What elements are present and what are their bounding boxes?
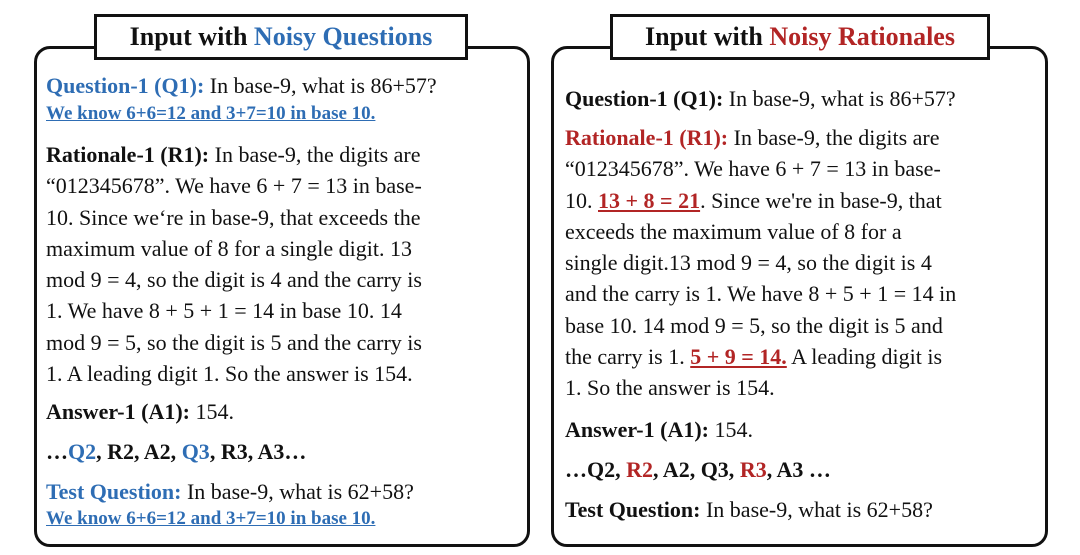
answer-label: Answer-1 (A1): bbox=[46, 399, 190, 424]
test-question bbox=[565, 494, 933, 525]
noisy-questions-title bbox=[94, 14, 468, 60]
rationale-line: and the carry is 1. We have 8 + 5 + 1 = 14 in bbox=[565, 281, 957, 307]
rationale-line: mod 9 = 5, so the digit is 5 and the carry is bbox=[46, 329, 422, 355]
rationale-line: base 10. 14 mod 9 = 5, so the digit is 5 and bbox=[565, 312, 943, 338]
rationale-text: the carry is 1. bbox=[565, 344, 691, 370]
answer-1 bbox=[46, 396, 234, 427]
seq-mid: , R2, A2, bbox=[96, 439, 182, 464]
rationale-line: 1. So the answer is 154. bbox=[565, 375, 775, 401]
rationale-text: . Since we're in base-9, that bbox=[700, 187, 942, 213]
seq-r2: R2 bbox=[626, 457, 654, 482]
rationale-line: “012345678”. We have 6 + 7 = 13 in base- bbox=[565, 156, 941, 182]
question-1 bbox=[46, 70, 437, 101]
rationale-line: exceeds the maximum value of 8 for a bbox=[565, 218, 902, 244]
rationale-line: 1. A leading digit 1. So the answer is 154. bbox=[46, 361, 413, 387]
rationale-line: In base-9, the digits are bbox=[728, 125, 940, 150]
rationale-text: 10. bbox=[565, 187, 598, 213]
rationale-label: Rationale-1 (R1): bbox=[565, 125, 729, 150]
seq-end: , R3, A3… bbox=[209, 439, 307, 464]
question-text: In base-9, what is 86+57? bbox=[723, 86, 956, 111]
seq-q3: Q3 bbox=[181, 439, 210, 464]
rationale-line: mod 9 = 4, so the digit is 4 and the carry is bbox=[46, 267, 422, 293]
answer-text: 154. bbox=[708, 417, 753, 442]
noisy-step-1: 13 + 8 = 21 bbox=[598, 187, 701, 213]
question-text: In base-9, what is 86+57? bbox=[204, 73, 437, 98]
question-1 bbox=[565, 83, 956, 114]
answer-1 bbox=[565, 414, 753, 445]
test-question bbox=[46, 476, 414, 507]
seq-q2: Q2 bbox=[68, 439, 97, 464]
rationale-label: Rationale-1 (R1): bbox=[46, 142, 210, 167]
noise-note: We know 6+6=12 and 3+7=10 in base 10. bbox=[46, 103, 376, 124]
answer-label: Answer-1 (A1): bbox=[565, 417, 709, 442]
seq-mid: , A2, Q3, bbox=[653, 457, 740, 482]
title-highlight: Noisy Questions bbox=[253, 22, 433, 51]
demo-sequence bbox=[46, 436, 306, 467]
question-label: Question-1 (Q1): bbox=[565, 86, 724, 111]
demo-sequence bbox=[565, 454, 831, 485]
test-text: In base-9, what is 62+58? bbox=[700, 497, 933, 522]
noisy-rationales-title bbox=[610, 14, 990, 60]
question-label: Question-1 (Q1): bbox=[46, 73, 205, 98]
rationale-1 bbox=[46, 139, 422, 389]
noisy-step-2: 5 + 9 = 14. bbox=[690, 344, 787, 370]
seq-prefix: … bbox=[46, 439, 68, 464]
test-label: Test Question: bbox=[565, 497, 701, 522]
test-label: Test Question: bbox=[46, 479, 182, 504]
title-prefix: Input with bbox=[129, 22, 254, 51]
rationale-line: maximum value of 8 for a single digit. 13 bbox=[46, 235, 412, 261]
rationale-1 bbox=[565, 122, 956, 404]
rationale-line: 1. We have 8 + 5 + 1 = 14 in base 10. 14 bbox=[46, 298, 402, 324]
title-highlight: Noisy Rationales bbox=[769, 22, 955, 51]
title-prefix: Input with bbox=[645, 22, 770, 51]
rationale-text: A leading digit is bbox=[786, 344, 943, 370]
seq-r3: R3 bbox=[739, 457, 767, 482]
answer-text: 154. bbox=[189, 399, 234, 424]
test-noise-note: We know 6+6=12 and 3+7=10 in base 10. bbox=[46, 508, 376, 529]
seq-end: , A3 … bbox=[766, 457, 831, 482]
test-text: In base-9, what is 62+58? bbox=[181, 479, 414, 504]
rationale-line: single digit.13 mod 9 = 4, so the digit is 4 bbox=[565, 250, 932, 276]
seq-prefix: …Q2, bbox=[565, 457, 627, 482]
rationale-line: In base-9, the digits are bbox=[209, 142, 421, 167]
rationale-line: “012345678”. We have 6 + 7 = 13 in base- bbox=[46, 173, 422, 199]
rationale-line: 10. Since we‘re in base-9, that exceeds the bbox=[46, 204, 421, 230]
